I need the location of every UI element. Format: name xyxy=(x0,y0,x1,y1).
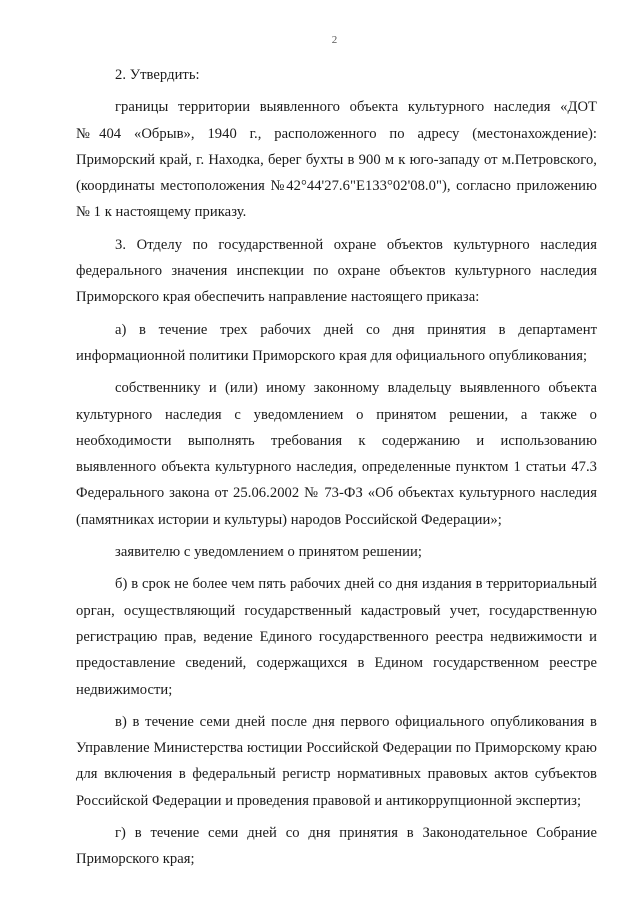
paragraph-item-a: а) в течение трех рабочих дней со дня принятия в департамент информационной политики Приморского края для официального опубликования; xyxy=(76,321,597,364)
paragraph-item-g: г) в течение семи дней со дня принятия в Законодательное Собрание Приморского края; xyxy=(76,825,597,868)
paragraph-territory-boundaries: границы территории выявленного объекта культурного наследия «ДОТ №404 «Обрыв», 1940 г., расположенного по адресу (местонахождение): Приморский край, г. Находка, берег бухты в 900 м к юго-западу от м.Петровского, (координаты местоположения №42°44'27.6"E133°02'08.0"), согласно приложению № 1 к настоящему приказу. xyxy=(76,99,597,221)
paragraph-department-instruction: 3. Отделу по государственной охране объектов культурного наследия федерального значения инспекции по охране объектов культурного наследия Приморского края обеспечить направление настоящего приказа: xyxy=(76,236,597,306)
paragraph-item-b: б) в срок не более чем пять рабочих дней со дня издания в территориальный орган, осуществляющий государственный кадастровый учет, государственную регистрацию прав, ведение Единого государственного реестра недвижимости и предоставление сведений, содержащихся в Едином государственном реестре недвижимости; xyxy=(76,576,597,698)
paragraph-item-v: в) в течение семи дней после дня первого официального опубликования в Управление Министерства юстиции Российской Федерации по Приморскому краю для включения в федеральный регистр нормативных правовых актов субъектов Российской Федерации и проведения правовой и антикоррупционной экспертиз; xyxy=(76,713,597,809)
paragraph-approve-heading: 2. Утвердить: xyxy=(115,67,200,83)
paragraph-owner-notice: собственнику и (или) иному законному владельцу выявленного объекта культурного наследия с уведомлением о принятом решении, а также о необходимости выполнять требования к содержанию и использованию выявленного объекта культурного наследия, определенные пунктом 1 статьи 47.3 Федерального закона от 25.06.2002 № 73-ФЗ «Об объектах культурного наследия (памятниках истории и культуры) народов Российской Федерации»; xyxy=(76,380,597,528)
page-number: 2 xyxy=(331,34,338,46)
paragraph-applicant-notice: заявителю с уведомлением о принятом решении; xyxy=(115,544,422,561)
